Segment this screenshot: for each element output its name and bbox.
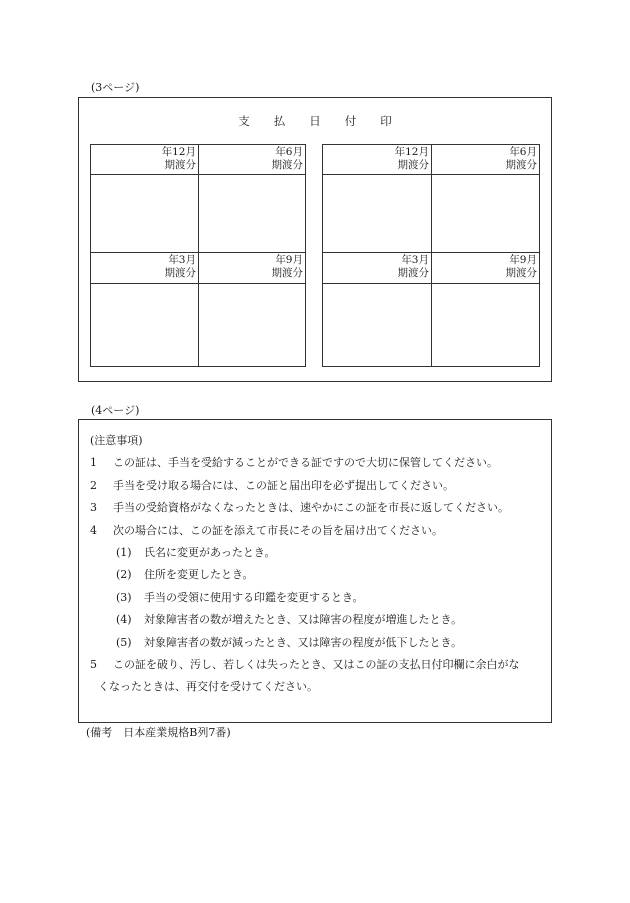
subitem-number: (2) (116, 568, 132, 582)
period-label: 期渡分 (505, 159, 537, 171)
note-subitem (90, 632, 545, 654)
subitem-text: 対象障害者の数が減ったとき、又は障害の程度が低下したとき。 (144, 635, 463, 649)
stamp-header-cell (432, 145, 540, 175)
month-label: 年3月 (168, 254, 196, 266)
subitem-number: (5) (116, 635, 132, 649)
footer-note: (備考 日本産業規格B列7番) (86, 726, 231, 739)
month-label: 年12月 (161, 146, 196, 158)
subitem-number: (3) (116, 590, 132, 604)
month-label: 年3月 (401, 254, 429, 266)
month-label: 年6月 (509, 146, 537, 158)
note-text: 手当を受け取る場合には、この証と届出印を必ず提出してください。 (113, 478, 454, 492)
note-text: この証は、手当を受給することができる証ですので大切に保管してください。 (113, 456, 498, 470)
subitem-text: 手当の受領に使用する印鑑を変更するとき。 (144, 590, 364, 604)
note-item (90, 497, 545, 519)
page3-label: (3ページ) (91, 81, 140, 94)
period-label: 期渡分 (505, 267, 537, 279)
note-text: 次の場合には、この証を添えて市長にその旨を届け出てください。 (113, 523, 443, 537)
month-label: 年9月 (509, 254, 537, 266)
note-text: この証を破り、汚し、若しくは失ったとき、又はこの証の支払日付印欄に余白がな (113, 658, 520, 672)
title-char: 印 (380, 114, 392, 128)
period-label: 期渡分 (271, 267, 303, 279)
stamp-grid-left (90, 144, 306, 367)
stamp-box (323, 284, 432, 367)
title-char: 付 (344, 114, 357, 128)
month-label: 年12月 (394, 146, 429, 158)
page4-label: (4ページ) (91, 404, 140, 417)
period-label: 期渡分 (397, 267, 429, 279)
subitem-text: 対象障害者の数が増えたとき、又は障害の程度が増進したとき。 (144, 613, 463, 627)
stamp-header-cell (91, 145, 199, 175)
stamp-box (91, 175, 199, 253)
note-subitem (90, 587, 545, 609)
stamp-header-cell (323, 253, 432, 284)
note-item (90, 475, 545, 497)
stamp-box (432, 284, 540, 367)
note-item (90, 452, 545, 474)
stamp-header-cell (432, 253, 540, 284)
note-number: 5 (90, 658, 97, 672)
subitem-number: (4) (116, 613, 132, 627)
notes-heading: (注意事項) (90, 434, 143, 447)
note-item (90, 654, 545, 676)
title-char: 支 (238, 114, 250, 128)
period-label: 期渡分 (397, 159, 429, 171)
note-item-continuation: くなったときは、再交付を受けてください。 (98, 680, 318, 694)
stamp-box (432, 175, 540, 253)
note-text: 手当の受給資格がなくなったときは、速やかにこの証を市長に返してください。 (113, 501, 509, 515)
stamp-header-cell (323, 145, 432, 175)
notes-frame (78, 419, 552, 723)
stamp-grid-right (322, 144, 540, 367)
month-label: 年6月 (275, 146, 303, 158)
stamp-header-cell (199, 253, 306, 284)
title-char: 日 (309, 114, 321, 128)
note-subitem (90, 564, 545, 586)
subitem-number: (1) (116, 546, 132, 560)
month-label: 年9月 (275, 254, 303, 266)
period-label: 期渡分 (164, 159, 196, 171)
note-number: 3 (90, 501, 97, 515)
note-item (90, 520, 545, 542)
stamp-box (199, 284, 306, 367)
period-label: 期渡分 (164, 267, 196, 279)
subitem-text: 住所を変更したとき。 (144, 568, 254, 582)
period-label: 期渡分 (271, 159, 303, 171)
stamp-box (91, 284, 199, 367)
note-subitem (90, 609, 545, 631)
stamp-box (199, 175, 306, 253)
title-char: 払 (273, 114, 286, 128)
subitem-text: 氏名に変更があったとき。 (144, 546, 276, 560)
note-number: 2 (90, 478, 97, 492)
note-number: 1 (90, 456, 97, 470)
note-number: 4 (90, 523, 97, 537)
stamp-header-cell (199, 145, 306, 175)
stamp-header-cell (91, 253, 199, 284)
payment-stamp-title (79, 113, 551, 129)
note-subitem (90, 542, 545, 564)
notes-list (90, 430, 545, 699)
stamp-box (323, 175, 432, 253)
